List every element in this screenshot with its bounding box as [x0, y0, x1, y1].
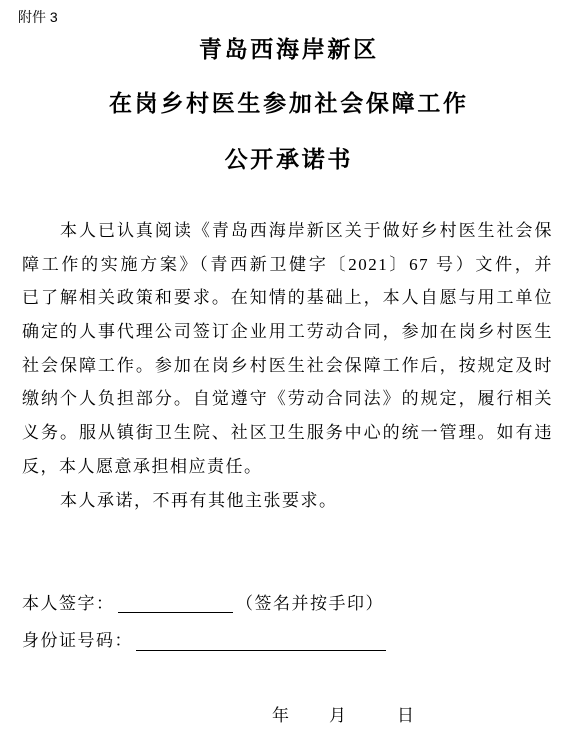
closing-statement: 本人承诺，不再有其他主张要求。: [60, 490, 338, 510]
date-month-label: 月: [329, 706, 348, 725]
id-number-label: 身份证号码：: [22, 631, 133, 650]
title-line-1: 青岛西海岸新区: [198, 37, 379, 62]
body-line: 障工作的实施方案》（青西新卫健字〔2021〕67 号）文件，并: [22, 254, 553, 274]
body-line: 已了解相关政策和要求。在知情的基础上，本人自愿与用工单位: [22, 288, 553, 308]
attachment-label: 附件 3: [18, 9, 58, 25]
commitment-body: [22, 214, 553, 517]
title-line-3: 公开承诺书: [224, 147, 354, 172]
body-line: 反，本人愿意承担相应责任。: [22, 456, 263, 476]
date-day-label: 日: [397, 706, 416, 725]
signature-note: （签名并按手印）: [236, 594, 384, 613]
date-year-label: 年: [272, 706, 291, 725]
signature-blank-line: [118, 612, 233, 613]
body-line: 确定的人事代理公司签订企业用工劳动合同，参加在岗乡村医生: [22, 322, 553, 342]
signature-label: 本人签字：: [22, 594, 115, 613]
body-line: 缴纳个人负担部分。自觉遵守《劳动合同法》的规定，履行相关: [22, 389, 553, 409]
body-line: 义务。服从镇街卫生院、社区卫生服务中心的统一管理。如有违: [22, 423, 553, 443]
body-line: 本人已认真阅读《青岛西海岸新区关于做好乡村医生社会保: [60, 221, 553, 240]
title-line-2: 在岗乡村医生参加社会保障工作: [108, 91, 469, 116]
id-number-blank-line: [136, 650, 386, 651]
body-line: 社会保障工作。参加在岗乡村医生社会保障工作后，按规定及时: [22, 355, 553, 375]
